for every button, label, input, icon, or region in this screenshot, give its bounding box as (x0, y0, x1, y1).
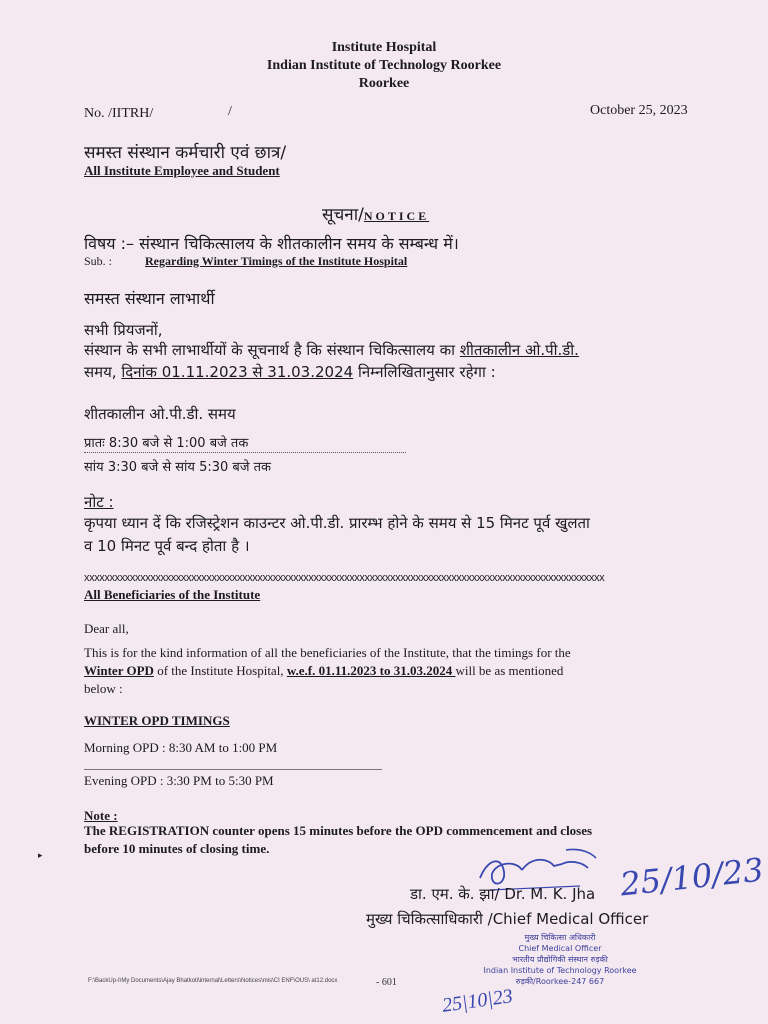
para1-hindi-text: संस्थान के सभी लाभार्थीयों के सूचनार्थ है कि संस्थान चिकित्सालय का (84, 341, 456, 359)
footer-page-code: - 601 (376, 977, 397, 988)
para2-hindi-rest: निम्नलिखितानुसार रहेगा : (357, 363, 496, 381)
separator-line: xxxxxxxxxxxxxxxxxxxxxxxxxxxxxxxxxxxxxxxxxxxxxxxxxxxxxxxxxxxxxxxxxxxxxxxxxxxxxxxxxxxxxxxxxxxxxxxxxxxxxx (84, 572, 605, 584)
letter-date: October 25, 2023 (590, 103, 688, 118)
para1-hindi (84, 340, 579, 360)
signature-date: 25/10/23 (618, 850, 766, 904)
morning-timing-english: Morning OPD : 8:30 AM to 1:00 PM (84, 740, 278, 755)
subject-english-prefix: Sub. : (84, 254, 113, 268)
subject-hindi: विषय :– संस्थान चिकित्सालय के शीतकालीन समय के सम्बन्ध में। (84, 234, 459, 253)
para2-hindi-dates: दिनांक 01.11.2023 से 31.03.2024 (121, 363, 354, 381)
notice-title-hindi: सूचना/ (322, 205, 364, 225)
handwritten-footer-date: 25|10|23 (440, 985, 515, 1017)
stamp-line3: भारतीय प्रौद्योगिकी संस्थान रुड़की (512, 955, 608, 964)
para2-english (84, 663, 563, 679)
stamp-line2: Chief Medical Officer (518, 944, 602, 953)
para2-english-opd: Winter OPD (84, 663, 154, 678)
official-stamp (440, 932, 680, 987)
timings-head-english: WINTER OPD TIMINGS (84, 713, 230, 728)
subject-english: Regarding Winter Timings of the Institute Hospital (145, 254, 408, 268)
stamp-line4: Indian Institute of Technology Roorkee (483, 966, 637, 975)
note-line2-hindi: व 10 मिनट पूर्व बन्द होता है । (84, 537, 250, 555)
beneficiaries-hindi: समस्त संस्थान लाभार्थी (84, 289, 215, 308)
para3-english: below : (84, 681, 123, 696)
para2-english-rest: will be as mentioned (455, 663, 564, 678)
note-line1-english: The REGISTRATION counter opens 15 minutes before the OPD commencement and closes (84, 823, 593, 838)
addressee-english: All Institute Employee and Student (84, 163, 280, 178)
beneficiaries-english: All Beneficiaries of the Institute (84, 587, 261, 602)
dotted-divider (84, 452, 406, 453)
notice-title (322, 202, 429, 225)
para1-english: This is for the kind information of all the beneficiaries of the Institute, that the timings for the (84, 645, 571, 660)
timing-divider (84, 769, 382, 770)
header-institute: Indian Institute of Technology Roorkee (266, 58, 502, 73)
note-head-english: Note : (84, 808, 118, 823)
notice-title-english: NOTICE (363, 209, 430, 223)
evening-timing-english: Evening OPD : 3:30 PM to 5:30 PM (84, 773, 274, 788)
signatory-name: डा. एम. के. झा/ Dr. M. K. Jha (410, 885, 596, 903)
para1-hindi-opd: शीतकालीन ओ.पी.डी. (459, 341, 579, 359)
footer-file-path: F:\BackUp-I\My Documents\Ajay Bhatkoti\internal\Letters\Notices\mis\CI ENF\OUS\ at12.docx (88, 978, 338, 984)
stamp-line1: मुख्य चिकित्सा अधिकारी (524, 933, 596, 942)
reference-slash: / (228, 104, 232, 119)
greeting-hindi: सभी प्रियजनों, (84, 321, 163, 339)
stamp-line5: रुड़की/Roorkee-247 667 (515, 977, 605, 986)
note-head-hindi: नोट : (84, 493, 114, 511)
morning-timing-hindi: प्रातः 8:30 बजे से 1:00 बजे तक (84, 436, 249, 451)
addressee-hindi: समस्त संस्थान कर्मचारी एवं छात्र/ (84, 143, 287, 163)
header-city: Roorkee (358, 76, 410, 91)
para2-english-dates: w.e.f. 01.11.2023 to 31.03.2024 (286, 663, 456, 678)
greeting-english: Dear all, (84, 621, 129, 636)
timings-head-hindi: शीतकालीन ओ.पी.डी. समय (84, 405, 236, 423)
evening-timing-hindi: सांय 3:30 बजे से सांय 5:30 बजे तक (84, 460, 272, 475)
note-line1-hindi: कृपया ध्यान दें कि रजिस्ट्रेशन काउन्टर ओ.पी.डी. प्रारम्भ होने के समय से 15 मिनट पूर्व खुलता (84, 514, 590, 532)
signatory-designation: मुख्य चिकित्साधिकारी /Chief Medical Officer (366, 910, 649, 928)
para2-hindi-time: समय, (84, 363, 117, 381)
header-hospital: Institute Hospital (331, 40, 437, 55)
note-line2-english: before 10 minutes of closing time. (84, 841, 270, 856)
reference-number: No. /IITRH/ (84, 106, 154, 121)
para2-hindi (84, 362, 496, 382)
margin-mark: ▸ (38, 850, 43, 860)
para2-english-mid: of the Institute Hospital, (153, 663, 287, 678)
